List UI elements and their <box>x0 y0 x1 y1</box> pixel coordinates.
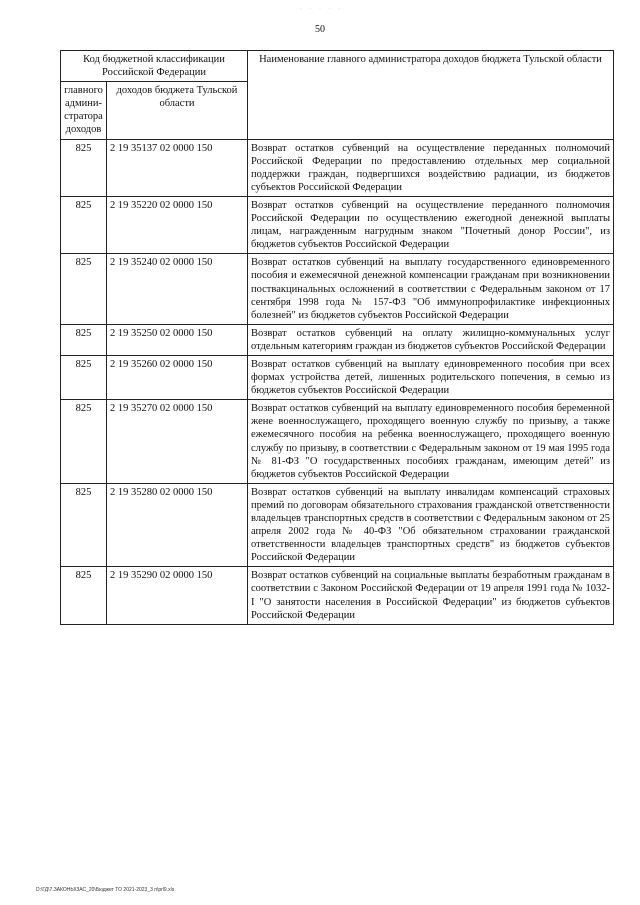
header-administrator-name: Наименование главного администратора доходов бюджета Тульской области <box>248 51 614 140</box>
table-row <box>61 483 614 567</box>
revenue-name-cell: Возврат остатков субвенций на социальные выплаты безработным гражданам в соответствии с Законом Российской Федерации от 19 апреля 1991 года № 1032-I "О занятости населения в Российской Федерации" из бюджетов субъектов Российской Федерации <box>248 567 614 624</box>
revenue-table <box>60 50 614 625</box>
revenue-name-cell: Возврат остатков субвенций на осуществление переданного полномочия Российской Федерации по осуществлению ежегодной денежной выплаты лицам, награжденным нагрудным знаком "Почетный донор России", из бюджетов субъектов Российской Федерации <box>248 196 614 253</box>
table-row <box>61 567 614 624</box>
revenue-code-cell: 2 19 35290 02 0000 150 <box>107 567 248 624</box>
revenue-code-cell: 2 19 35240 02 0000 150 <box>107 254 248 324</box>
header-main-administrator: главного админи-стратора доходов <box>61 82 107 139</box>
revenue-name-cell: Возврат остатков субвенций на осуществление переданных полномочий Российской Федерации по предоставлению отдельных мер социальной поддержки граждан, подвергшихся воздействию радиации, из бюджетов субъектов Российской Федерации <box>248 139 614 196</box>
admin-code-cell: 825 <box>61 139 107 196</box>
table-row <box>61 139 614 196</box>
header-row <box>61 51 614 82</box>
table-row <box>61 196 614 253</box>
table-row <box>61 324 614 355</box>
admin-code-cell: 825 <box>61 567 107 624</box>
admin-code-cell: 825 <box>61 400 107 484</box>
revenue-code-cell: 2 19 35137 02 0000 150 <box>107 139 248 196</box>
header-revenue-code: доходов бюджета Тульской области <box>107 82 248 139</box>
page-number: 50 <box>315 24 325 35</box>
scan-artifact: · · · · · <box>300 6 343 12</box>
revenue-name-cell: Возврат остатков субвенций на выплату инвалидам компенсаций страховых премий по договорам обязательного страхования гражданской ответственности владельцев транспортных средств в соответствии с Федеральным законом от 25 апреля 2002 года № 40-ФЗ "Об обязательном страховании гражданской ответственности владельцев транспортных средств" из бюджетов субъектов Российской Федерации <box>248 483 614 567</box>
header-budget-code: Код бюджетной классификации Российской Федерации <box>61 51 248 82</box>
admin-code-cell: 825 <box>61 196 107 253</box>
admin-code-cell: 825 <box>61 483 107 567</box>
revenue-name-cell: Возврат остатков субвенций на выплату единовременного пособия беременной жене военнослужащего, проходящего военную службу по призыву, а также ежемесячного пособия на ребенка военнослужащего, проходящего военную службу по призыву, в соответствии с Федеральным законом от 19 мая 1995 года № 81-ФЗ "О государственных пособиях гражданам, имеющим детей" из бюджетов субъектов Российской Федерации <box>248 400 614 484</box>
revenue-name-cell: Возврат остатков субвенций на выплату государственного единовременного пособия и ежемесячной денежной компенсации гражданам при возникновении поствакцинальных осложнений в соответствии с Федеральным законом от 17 сентября 1998 года № 157-ФЗ "Об иммунопрофилактике инфекционных болезней" из бюджетов субъектов Российской Федерации <box>248 254 614 324</box>
admin-code-cell: 825 <box>61 324 107 355</box>
admin-code-cell: 825 <box>61 254 107 324</box>
revenue-name-cell: Возврат остатков субвенций на выплату единовременного пособия при всех формах устройства детей, лишенных родительского попечения, в семью из бюджетов субъектов Российской Федерации <box>248 355 614 399</box>
revenue-code-cell: 2 19 35270 02 0000 150 <box>107 400 248 484</box>
table-row <box>61 355 614 399</box>
revenue-name-cell: Возврат остатков субвенций на оплату жилищно-коммунальных услуг отдельным категориям граждан из бюджетов субъектов Российской Федерации <box>248 324 614 355</box>
revenue-code-cell: 2 19 35250 02 0000 150 <box>107 324 248 355</box>
table-row <box>61 400 614 484</box>
table-row <box>61 254 614 324</box>
revenue-code-cell: 2 19 35220 02 0000 150 <box>107 196 248 253</box>
admin-code-cell: 825 <box>61 355 107 399</box>
revenue-code-cell: 2 19 35280 02 0000 150 <box>107 483 248 567</box>
file-path-footer: D:\ГД\7.ЗАКОНЫ\ЗАС_20\Бюджет ТО 2021-2023_3 п\prl9.xls <box>36 887 175 893</box>
revenue-code-cell: 2 19 35260 02 0000 150 <box>107 355 248 399</box>
